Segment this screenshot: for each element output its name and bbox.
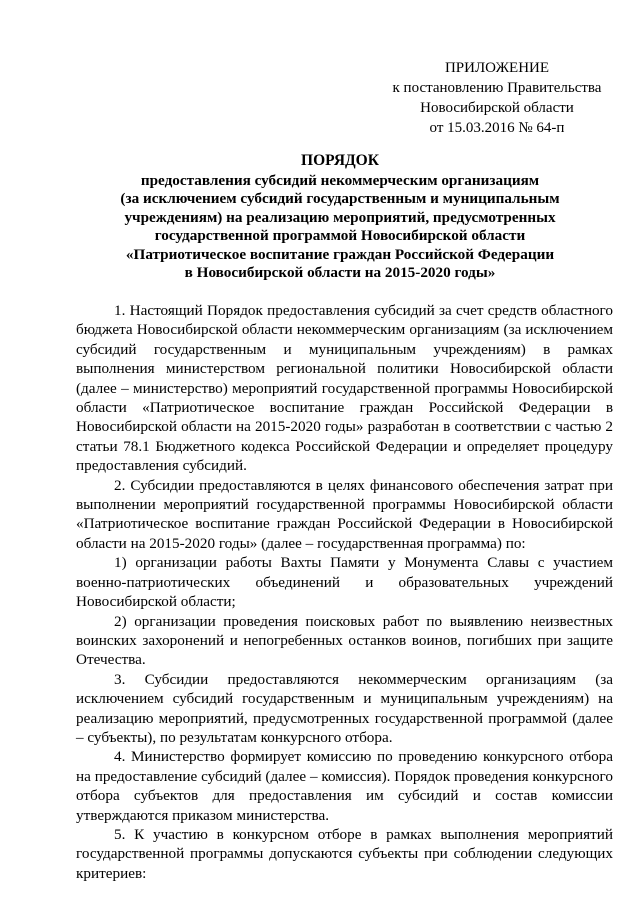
paragraph-4: 4. Министерство формирует комиссию по проведению конкурсного отбора на предоставление субсидий (далее – комиссия). Порядок проведения конкурсного отбора субъектов для предоставления им субсидий и состав комиссии утверждаются приказом министерства. [76,748,613,824]
appendix-title: ПРИЛОЖЕНИЕ [444,60,550,76]
title-line: (за исключением субсидий государственным и муниципальным [120,190,560,207]
title-main: ПОРЯДОК [301,152,379,169]
appendix-header [372,58,622,138]
appendix-line-1: к постановлению Правительства [392,80,602,96]
title-line: в Новосибирской области на 2015-2020 годы» [184,264,496,281]
paragraph-1: 1. Настоящий Порядок предоставления субсидий за счет средств областного бюджета Новосибирской области некоммерческим организациям (за исключением субсидий государственным и муниципальным учреждениям) в рамках выполнения министерством региональной политики Новосибирской области (далее – министерство) мероприятий государственной программы Новосибирской области «Патриотическое воспитание граждан Российской Федерации в Новосибирской области на 2015-2020 годы» разработан в соответствии с частью 2 статьи 78.1 Бюджетного кодекса Российской Федерации и определяет процедуру предоставления субсидий. [76,302,613,475]
paragraph-2-item-1: 1) организации работы Вахты Памяти у Монумента Славы с участием военно-патриотических объединений и образовательных учреждений Новосибирской области; [76,554,613,611]
title-line: государственной программой Новосибирской области [154,227,526,244]
paragraph-3: 3. Субсидии предоставляются некоммерческим организациям (за исключением субсидий государственным и муниципальным учреждениям) на реализацию мероприятий, предусмотренных государственной программой (далее – субъекты), по результатам конкурсного отбора. [76,670,613,746]
paragraph-2: 2. Субсидии предоставляются в целях финансового обеспечения затрат при выполнении мероприятий государственной программы Новосибирской области «Патриотическое воспитание граждан Российской Федерации в Новосибирской области на 2015-2020 годы» (далее – государственная программа) по: [76,476,613,552]
title-line: «Патриотическое воспитание граждан Российской Федерации [125,245,555,263]
paragraph-5: 5. К участию в конкурсном отборе в рамках выполнения мероприятий государственной программы допускаются субъекты при соблюдении следующих критериев: [76,825,613,882]
document-title [60,152,620,283]
title-line: учреждениям) на реализацию мероприятий, предусмотренных [124,208,556,226]
appendix-line-3: от 15.03.2016 № 64-п [429,120,565,136]
document-body [76,301,613,883]
paragraph-2-item-2: 2) организации проведения поисковых работ по выявлению неизвестных воинских захоронений и непогребенных останков воинов, погибших при защите Отечества. [76,612,613,669]
appendix-line-2: Новосибирской области [420,100,574,116]
title-line: предоставления субсидий некоммерческим организациям [140,171,540,189]
